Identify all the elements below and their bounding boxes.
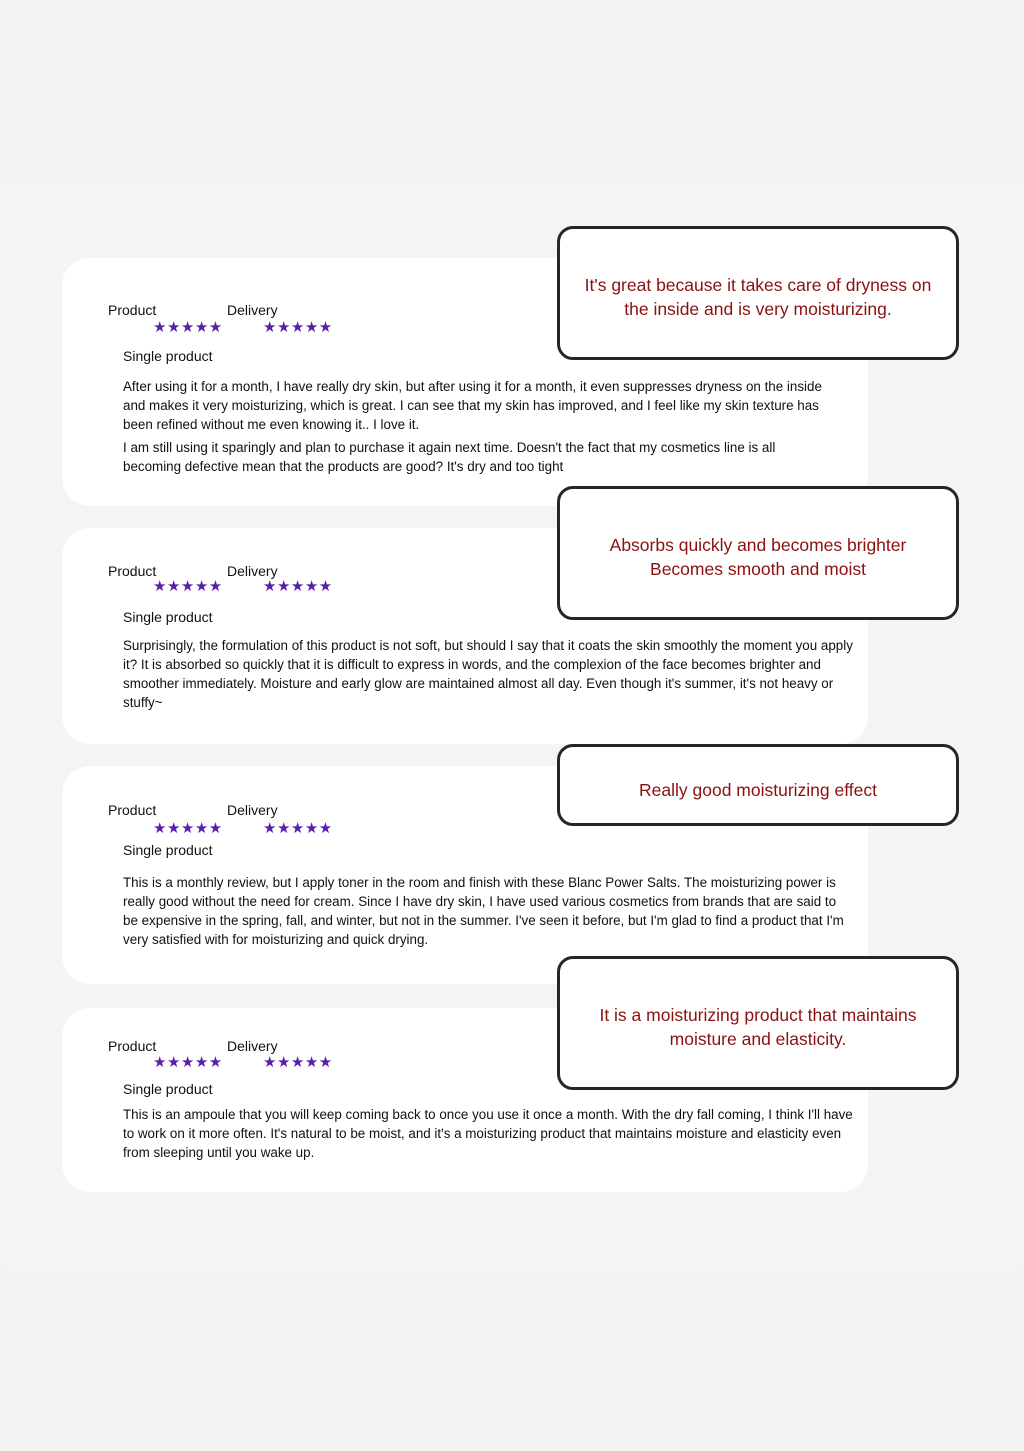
product-star-rating: ★★★★★ [153, 578, 223, 595]
review-paragraph: This is a monthly review, but I apply toner in the room and finish with these Blanc Power Salts. The moisturizing power is really good without the need for cream. Since I have dry skin, I have used various cosmetics from brands that are said to be expensive in the spring, fall, and winter, but not in the summer. I've seen it before, but I'm glad to find a product that I'm very satisfied with for moisturizing and quick drying. [123, 875, 844, 947]
delivery-rating-label: Delivery [227, 302, 278, 318]
review-paragraph: This is an ampoule that you will keep coming back to once you use it once a month. With the dry fall coming, I think I'll have to work on it more often. It's natural to be moist, and it's a moisturizing product that maintains moisture and elasticity even from sleeping until you wake up. [123, 1107, 853, 1160]
review-highlight-text: Really good moisturizing effect [639, 780, 877, 800]
review-text [123, 873, 845, 953]
review-text [123, 377, 833, 480]
review-text [123, 636, 863, 716]
review-text [123, 1105, 863, 1166]
review-highlight-callout [557, 486, 959, 620]
delivery-rating-label: Delivery [227, 1038, 278, 1054]
product-star-rating: ★★★★★ [153, 319, 223, 336]
review-highlight-text: It's great because it takes care of dryness on the inside and is very moisturizing. [584, 275, 932, 319]
product-option: Single product [123, 609, 213, 625]
review-paragraph: After using it for a month, I have really dry skin, but after using it for a month, it even suppresses dryness on the inside and makes it very moisturizing, which is great. I can see that my skin has improved, and I feel like my skin texture has been refined without me even knowing it.. I love it. [123, 379, 822, 432]
delivery-rating-label: Delivery [227, 802, 278, 818]
review-highlight-text: It is a moisturizing product that maintains moisture and elasticity. [599, 1005, 917, 1049]
product-rating-label: Product [108, 302, 157, 318]
product-star-rating: ★★★★★ [153, 820, 223, 837]
delivery-star-rating: ★★★★★ [263, 319, 333, 336]
review-highlight-callout [557, 956, 959, 1090]
product-option: Single product [123, 1081, 213, 1097]
delivery-rating-label: Delivery [227, 563, 278, 579]
delivery-star-rating: ★★★★★ [263, 578, 333, 595]
product-rating-label: Product [108, 1038, 157, 1054]
delivery-star-rating: ★★★★★ [263, 1054, 333, 1071]
product-option: Single product [123, 348, 213, 364]
review-paragraph: Surprisingly, the formulation of this product is not soft, but should I say that it coats the skin smoothly the moment you apply it? It is absorbed so quickly that it is difficult to express in words, and the complexion of the face becomes brighter and smoother immediately. Moisture and early glow are maintained almost all day. Even though it's summer, it's not heavy or stuffy~ [123, 638, 853, 710]
review-paragraph: I am still using it sparingly and plan to purchase it again next time. Doesn't the fact that my cosmetics line is all becoming defective mean that the products are good? It's dry and too tight [123, 440, 776, 474]
product-rating-label: Product [108, 563, 157, 579]
product-rating-label: Product [108, 802, 157, 818]
product-star-rating: ★★★★★ [153, 1054, 223, 1071]
review-highlight-callout [557, 744, 959, 826]
delivery-star-rating: ★★★★★ [263, 820, 333, 837]
review-highlight-callout [557, 226, 959, 360]
product-option: Single product [123, 842, 213, 858]
review-highlight-text: Absorbs quickly and becomes brighter Becomes smooth and moist [609, 535, 907, 579]
